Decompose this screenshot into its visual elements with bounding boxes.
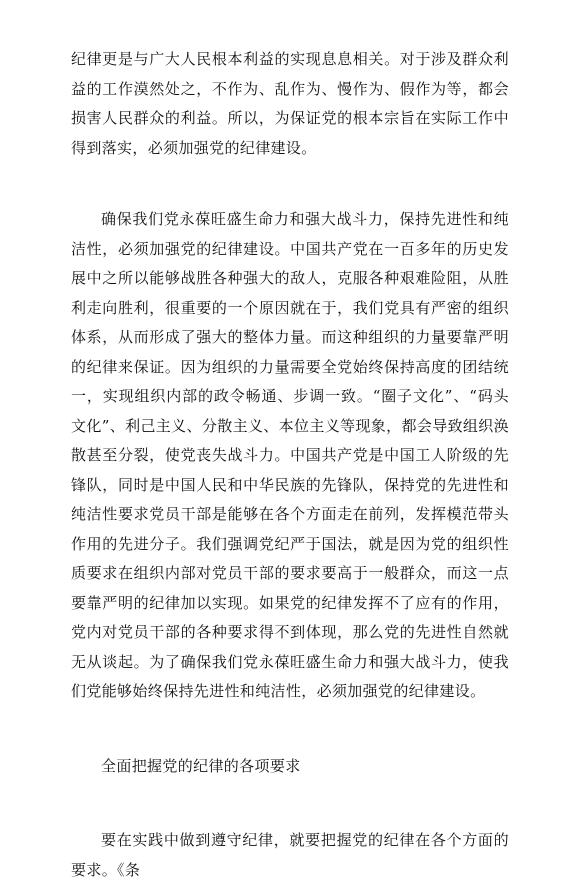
section-heading: 全面把握党的纪律的各项要求 [101, 756, 301, 775]
paragraph-grasp-requirements: 要在实践中做到遵守纪律，就要把握党的纪律在各个方面的要求。《条 [71, 831, 509, 879]
paragraph-vitality-and-fighting-capacity: 确保我们党永葆旺盛生命力和强大战斗力，保持先进性和纯洁性，必须加强党的纪律建设。中国共产党在一百多年的历史发展中之所以能够战胜各种强大的敌人，克服各种艰难险阻，从胜利走向胜利，很重要的一个原因就在于，我们党具有严密的组织体系，从而形成了强大的整体力量。而这种组织的力量要靠严明的纪律来保证。因为组织的力量需要全党始终保持高度的团结统一，实现组织内部的政令畅通、步调一致。“圈子文化”、“码头文化”、利己主义、分散主义、本位主义等现象，都会导致组织涣散甚至分裂，使党丧失战斗力。中国共产党是中国工人阶级的先锋队，同时是中国人民和中华民族的先锋队，保持党的先进性和纯洁性要求党员干部是能够在各个方面走在前列，发挥模范带头作用的先进分子。我们强调党纪严于国法，就是因为党的组织性质要求在组织内部对党员干部的要求要高于一般群众，而这一点要靠严明的纪律加以实现。如果党的纪律发挥不了应有的作用，党内对党员干部的各种要求得不到体现，那么党的先进性自然就无从谈起。为了确保我们党永葆旺盛生命力和强大战斗力，使我们党能够始终保持先进性和纯洁性，必须加强党的纪律建设。 [71, 210, 509, 700]
paragraph-discipline-people-interests: 纪律更是与广大人民根本利益的实现息息相关。对于涉及群众利益的工作漠然处之，不作为、乱作为、慢作为、假作为等，都会损害人民群众的利益。所以，为保证党的根本宗旨在实际工作中得到落实，必须加强党的纪律建设。 [71, 50, 509, 157]
